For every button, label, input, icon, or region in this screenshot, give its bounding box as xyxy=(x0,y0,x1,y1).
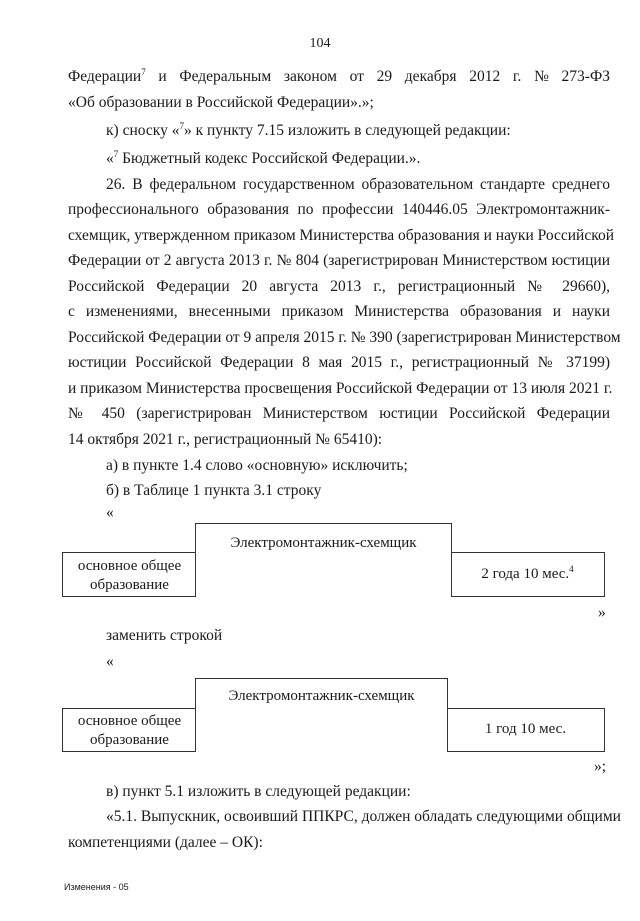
word: Федерации$^7$ xyxy=(68,67,146,85)
footer-note: Изменения - 05 xyxy=(64,882,129,892)
text-line-9: Российской Федерации 20 августа 2013 г., регистрационный № 29660), xyxy=(68,278,610,295)
word: и xyxy=(158,68,167,85)
open-quote-1: « xyxy=(106,504,114,521)
education-line-2: образование xyxy=(90,577,169,593)
profession-title: Электромонтажник-схемщик xyxy=(228,688,415,704)
close-quote-1: » xyxy=(598,604,606,621)
table-old-duration-cell xyxy=(451,552,605,597)
text-line-3: к) сноску «$^7$» к пункту 7.15 изложить в следующей редакции: xyxy=(106,121,511,139)
open-quote-2: « xyxy=(106,653,114,670)
page-number: 104 xyxy=(309,36,331,51)
text-line-6: профессионального образования по профессии 140446.05 Электромонтажник- xyxy=(68,201,610,218)
text-line-1 xyxy=(68,68,610,86)
text-line-5: 26. В федеральном государственном образовательном стандарте среднего xyxy=(106,176,610,193)
education-line-1: основное общее xyxy=(77,713,182,729)
table-new-profession-cell xyxy=(195,678,448,752)
education-line-2: образование xyxy=(90,732,169,748)
word: 273-ФЗ xyxy=(561,68,610,85)
text-line-7: схемщик, утвержденном приказом Министерства образования и науки Российской xyxy=(68,227,615,244)
word: № xyxy=(534,68,549,85)
word: от xyxy=(349,68,364,85)
text-line-23: компетенциями (далее – ОК): xyxy=(68,834,263,851)
word: 2012 xyxy=(469,68,501,85)
text-line-4: «$^7$ Бюджетный кодекс Российской Федерации.». xyxy=(106,149,421,167)
duration-value: 1 год 10 мес. xyxy=(484,721,567,737)
text-line-22: «5.1. Выпускник, освоивший ППКРС, должен обладать следующими общими xyxy=(106,808,621,825)
text-line-19: заменить строкой xyxy=(106,627,223,644)
duration-value: 2 года 10 мес.$^4$ xyxy=(481,564,574,582)
text-line-14: № 450 (зарегистрирован Министерством юстиции Российской Федерации xyxy=(68,405,610,422)
education-line-1: основное общее xyxy=(77,558,182,574)
text-line-8: Федерации от 2 августа 2013 г. № 804 (зарегистрирован Министерством юстиции xyxy=(68,252,610,269)
word: законом xyxy=(283,68,337,85)
close-quote-2: »; xyxy=(594,758,607,775)
text-line-15: 14 октября 2021 г., регистрационный № 65410): xyxy=(68,431,383,448)
word: Федеральным xyxy=(179,68,272,85)
table-old-profession-cell xyxy=(195,523,452,597)
text-line-21: в) пункт 5.1 изложить в следующей редакции: xyxy=(106,783,411,800)
word: 29 xyxy=(376,68,393,85)
text-line-12: юстиции Российской Федерации 8 мая 2015 г., регистрационный № 37199) xyxy=(68,354,610,371)
text-line-11: Российской Федерации от 9 апреля 2015 г. № 390 (зарегистрирован Министерством xyxy=(68,329,621,346)
text-line-13: и приказом Министерства просвещения Российской Федерации от 13 июля 2021 г. xyxy=(68,380,613,397)
word: декабря xyxy=(404,68,457,85)
word: г. xyxy=(512,68,522,85)
table-new-education-cell xyxy=(62,708,196,752)
table-new-duration-cell xyxy=(447,708,605,752)
text-line-2: «Об образовании в Российской Федерации».»; xyxy=(68,94,374,111)
table-old-education-cell xyxy=(62,552,196,597)
text-line-17: б) в Таблице 1 пункта 3.1 строку xyxy=(106,482,322,499)
text-line-10: с изменениями, внесенными приказом Министерства образования и науки xyxy=(68,303,610,320)
text-line-16: а) в пункте 1.4 слово «основную» исключить; xyxy=(106,457,408,474)
profession-title: Электромонтажник-схемщик xyxy=(230,535,417,551)
